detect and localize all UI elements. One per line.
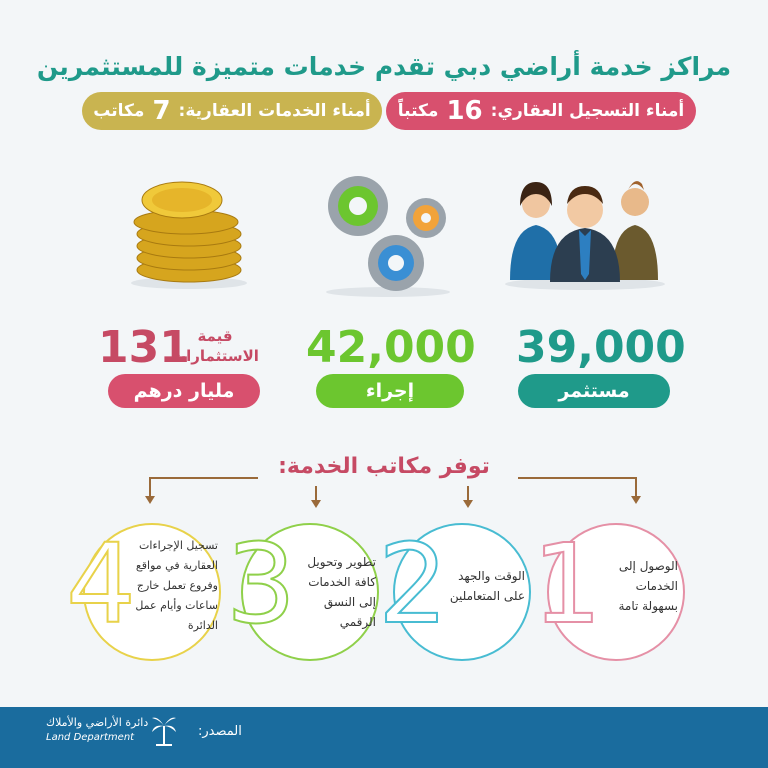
dept-name-en: Land Department	[46, 732, 135, 743]
services-unit: مكاتب	[93, 101, 145, 121]
gears-icon	[318, 168, 458, 298]
service-2-number: 2	[378, 520, 448, 648]
registration-label: أمناء التسجيل العقاري:	[490, 101, 685, 121]
service-4-text: تسجيل الإجراءات العقارية في مواقع وفروع تعمل خارج ساعات وأيام عمل الدائرة	[135, 539, 218, 632]
services-trustees-pill	[82, 92, 382, 130]
transactions-label: إجراء	[316, 374, 464, 408]
investment-value: 131	[98, 322, 190, 373]
registration-unit: مكتباً	[397, 101, 439, 121]
coins-icon	[124, 178, 254, 290]
dept-name-ar: دائرة الأراضي والأملاك	[46, 716, 149, 729]
services-label: أمناء الخدمات العقارية:	[178, 101, 371, 121]
service-2-text: الوقت والجهد على المتعاملين	[449, 569, 525, 603]
service-3-text: تطوير وتحويل كافة الخدمات إلى النسق الرقمي	[307, 555, 376, 629]
transactions-value: 42,000	[306, 322, 476, 373]
investment-note: قيمة الاستثمارات	[171, 327, 259, 365]
source-label: المصدر:	[198, 724, 242, 739]
service-1-text: الوصول إلى الخدمات بسهولة تامة	[618, 559, 678, 613]
service-1-number: 1	[532, 520, 602, 648]
palm-logo-icon	[150, 714, 178, 748]
branch-arrows	[0, 460, 768, 520]
registration-count: 16	[446, 96, 483, 126]
services-count: 7	[152, 96, 171, 126]
service-3-number: 3	[226, 520, 296, 648]
page-title: مراكز خدمة أراضي دبي تقدم خدمات متميزة للمستثمرين	[36, 52, 732, 81]
people-icon	[500, 172, 670, 292]
investment-label: مليار درهم	[108, 374, 260, 408]
offer-title: توفر مكاتب الخدمة:	[278, 454, 490, 479]
investors-value: 39,000	[516, 322, 686, 373]
service-4-number: 4	[66, 520, 136, 648]
investors-label: مستثمر	[518, 374, 670, 408]
registration-trustees-pill	[386, 92, 696, 130]
